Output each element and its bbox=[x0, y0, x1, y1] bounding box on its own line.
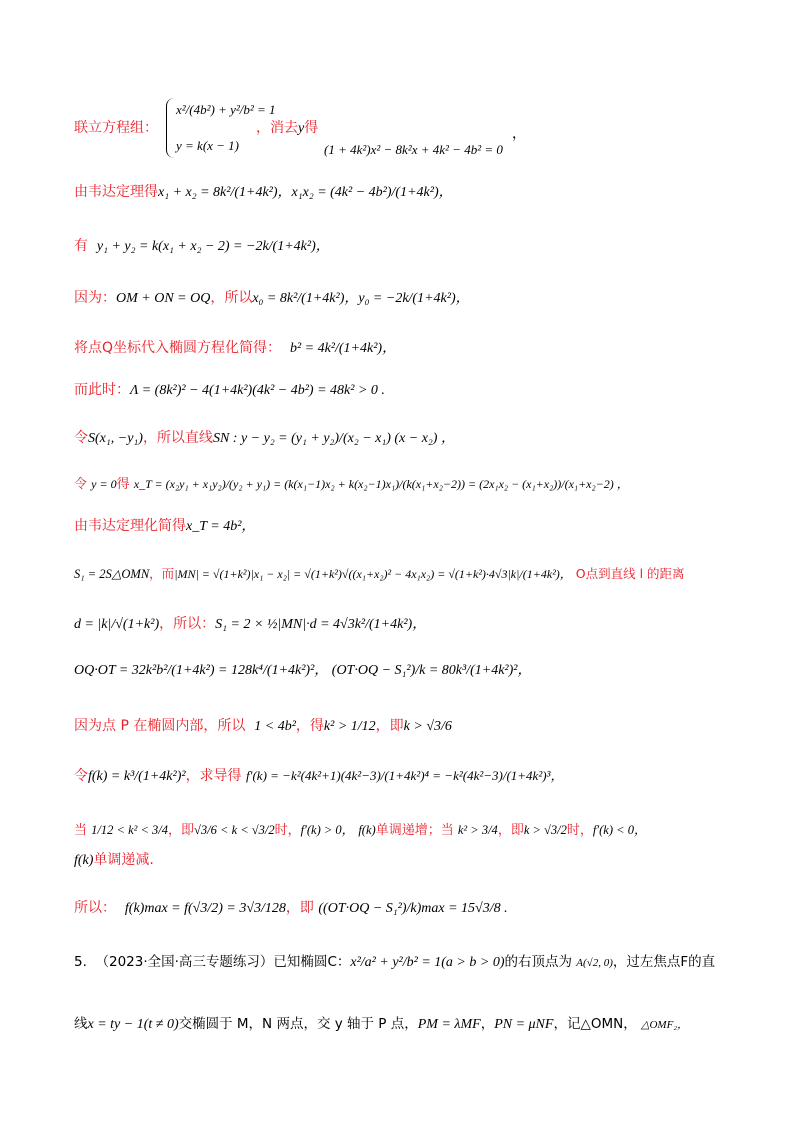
step-1-eq2: y = k(x − 1) bbox=[176, 138, 240, 153]
step-14: 令f(k) = k³/(1+4k²)²，求导得 f′(k) = −k²(4k²+1)(4k²−3)/(1+4k²)⁴ = −k²(4k²−3)/(1+4k²)³， bbox=[74, 768, 564, 784]
step-1-mid: ，消去y得 bbox=[256, 120, 319, 136]
step-12 bbox=[74, 660, 740, 681]
vieta-formulas: x₁ + x₂ = 8k²/(1+4k²)，x₁x₂ = (4k² − 4b²)/(1+4k²)， bbox=[158, 185, 453, 200]
step-17: 所以： f(k)max = f(√3/2) = 3√3/128，即 ((OT·OQ − S₁²)/k)max = 15√3/8 . bbox=[74, 900, 508, 916]
step-6: 而此时：Λ = (8k²)² − 4(1+4k²)(4k² − 4b²) = 48k² > 0 . bbox=[74, 382, 385, 398]
step-1-result: (1 + 4k²)x² − 8k²x + 4k² − 4b² = 0 bbox=[324, 142, 503, 157]
vector-sum: OM + ON = OQ bbox=[116, 291, 211, 306]
step-1-comma: ， bbox=[512, 126, 526, 142]
dot-product-expressions: OQ·OT = 32k²b²/(1+4k²) = 128k⁴/(1+4k²)²， (OT·OQ − S₁²)/k = 80k³/(1+4k²)²， bbox=[74, 663, 532, 678]
step-5: 将点Q坐标代入椭圆方程化简得： b² = 4k²/(1+4k²)， bbox=[74, 340, 397, 356]
problem-number: 5. bbox=[74, 954, 87, 970]
problem-5-line-2: 线x = ty − 1(t ≠ 0)交椭圆于 M，N 两点，交 y 轴于 P 点，PM = λMF，PN = μNF，记△OMN， △OMF₂， bbox=[74, 1016, 689, 1032]
step-9: 由韦达定理化简得x_T = 4b²， bbox=[74, 518, 256, 534]
step-8: 令 y = 0得 x_T = (x₂y₁ + x₁y₂)/(y₂ + y₁) = (k(x₁−1)x₂ + k(x₂−1)x₁)/(k(x₁+x₂−2)) = (2x₁x₂ − (x₁+x₂))/(x₁+x₂−2) ， bbox=[74, 477, 629, 492]
step-3: 有 y₁ + y₂ = k(x₁ + x₂ − 2) = −2k/(1+4k²)， bbox=[74, 238, 330, 254]
step-11: d = |k|/√(1+k²)，所以：S₁ = 2 × ½|MN|·d = 4√3k²/(1+4k²)， bbox=[74, 616, 427, 632]
step-1-label: 联立方程组： bbox=[74, 120, 158, 136]
problem-5-line-1: 5. （2023·全国·高三专题练习）已知椭圆C：x²/a² + y²/b² = 1(a > b > 0)的右顶点为 A(√2, 0)，过左焦点F的直 bbox=[74, 954, 716, 970]
step-1-eq1: x²/(4b²) + y²/b² = 1 bbox=[176, 102, 276, 117]
step-13: 因为点 P 在椭圆内部，所以 1 < 4b²，得k² > 1/12，即k > √3/6 bbox=[74, 718, 452, 734]
step-16: f(k)单调递减. bbox=[74, 852, 154, 868]
step-2: 由韦达定理得x₁ + x₂ = 8k²/(1+4k²)，x₁x₂ = (4k² − 4b²)/(1+4k²)， bbox=[74, 184, 453, 200]
step-10: S₁ = 2S△OMN，而|MN| = √(1+k²)|x₁ − x₂| = √(1+k²)√((x₁+x₂)² − 4x₁x₂) = √(1+k²)·4√3|k|/(1+4k²)， O点到直线 l 的距离 bbox=[74, 566, 685, 581]
step-4: 因为：OM + ON = OQ，所以x₀ = 8k²/(1+4k²)，y₀ = −2k/(1+4k²)， bbox=[74, 290, 470, 306]
step-15: 当 1/12 < k² < 3/4，即√3/6 < k < √3/2时，f′(k) > 0， f(k)单调递增；当 k² > 3/4，即k > √3/2时，f′(k) < 0， bbox=[74, 823, 647, 838]
step-7: 令S(x₁, −y₁)，所以直线SN : y − y₂ = (y₁ + y₂)/(x₂ − x₁) (x − x₂) ， bbox=[74, 430, 455, 446]
